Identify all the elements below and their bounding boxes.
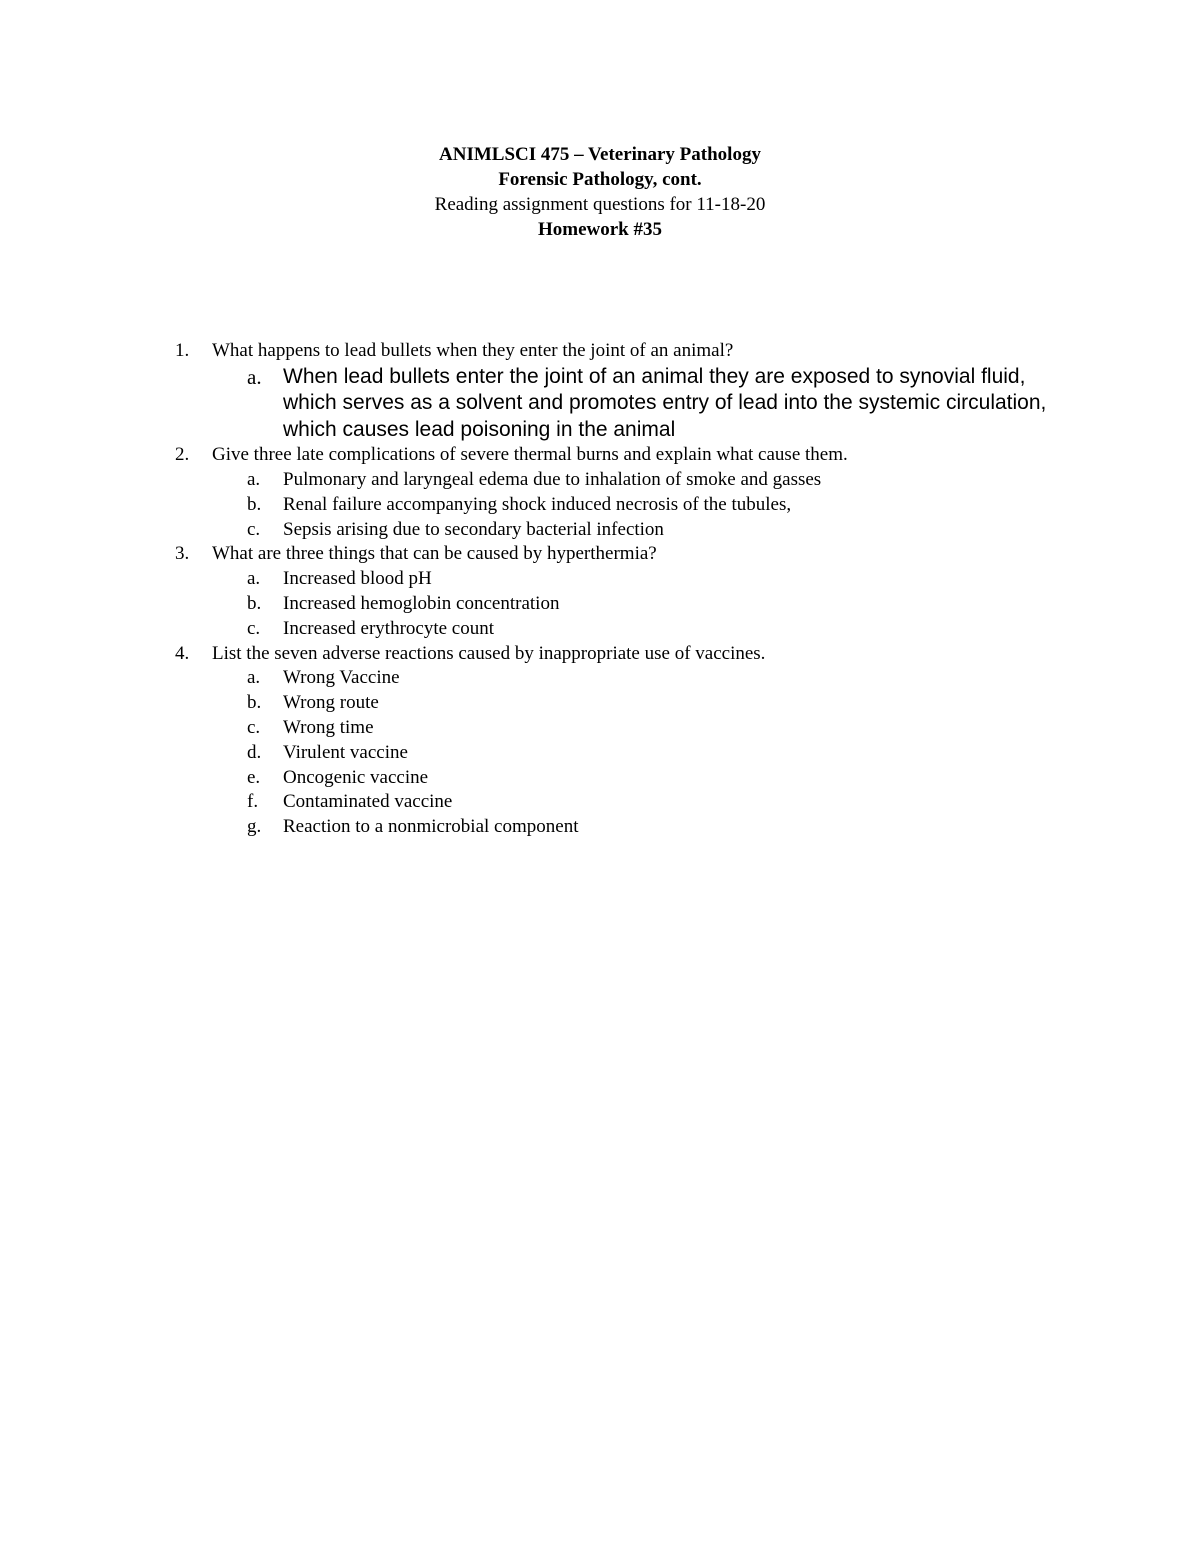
question-item <box>0 339 1200 364</box>
topic-title: Forensic Pathology, cont. <box>498 169 702 190</box>
answer-item <box>0 790 1200 815</box>
answer-text: Wrong Vaccine <box>283 667 400 689</box>
answer-text: Pulmonary and laryngeal edema due to inhalation of smoke and gasses <box>283 469 822 491</box>
document-header <box>0 142 1200 242</box>
answer-letter: b. <box>247 493 262 515</box>
answer-letter: c. <box>247 518 261 540</box>
answer-item <box>0 592 1200 617</box>
question-number: 2. <box>175 444 190 466</box>
answer-text: Wrong route <box>283 692 379 714</box>
answer-letter: c. <box>247 617 261 639</box>
answer-letter: b. <box>247 692 262 714</box>
answer-text: Increased erythrocyte count <box>283 617 495 639</box>
answer-item <box>0 518 1200 543</box>
question-item <box>0 542 1200 567</box>
answer-letter: d. <box>247 741 262 763</box>
answer-letter: b. <box>247 593 262 615</box>
reading-assignment-line: Reading assignment questions for 11-18-20 <box>434 194 766 215</box>
question-number: 3. <box>175 543 190 565</box>
question-text: Give three late complications of severe thermal burns and explain what cause them. <box>212 444 848 466</box>
answer-item <box>0 468 1200 493</box>
answer-letter: f. <box>247 791 259 813</box>
answer-text: Increased hemoglobin concentration <box>283 593 560 615</box>
answer-text <box>283 364 1073 444</box>
answer-letter: a. <box>247 469 261 491</box>
question-number: 1. <box>175 340 190 361</box>
answer-letter: a. <box>247 364 262 389</box>
question-text: List the seven adverse reactions caused by inappropriate use of vaccines. <box>212 642 766 664</box>
answer-text: Sepsis arising due to secondary bacterial infection <box>283 518 664 540</box>
answer-item <box>0 567 1200 592</box>
answer-item <box>0 741 1200 766</box>
homework-title: Homework #35 <box>537 219 662 240</box>
answer-item <box>0 691 1200 716</box>
question-text: What happens to lead bullets when they enter the joint of an animal? <box>212 340 734 361</box>
question-item <box>0 443 1200 468</box>
answer-letter: e. <box>247 766 261 788</box>
answer-letter: c. <box>247 717 261 739</box>
answer-item <box>0 666 1200 691</box>
answer-item <box>0 617 1200 642</box>
question-text: What are three things that can be caused by hyperthermia? <box>212 543 657 565</box>
answer-text: Renal failure accompanying shock induced necrosis of the tubules, <box>283 493 792 515</box>
answer-text-line: which serves as a solvent and promotes entry of lead into the systemic circulation, <box>283 391 1047 415</box>
answer-letter: g. <box>247 816 262 838</box>
answer-text: Reaction to a nonmicrobial component <box>283 816 579 838</box>
answer-item <box>0 815 1200 840</box>
answer-text-line: which causes lead poisoning in the animal <box>283 417 676 441</box>
answer-item <box>0 493 1200 518</box>
answer-text: Wrong time <box>283 717 374 739</box>
answer-text: Contaminated vaccine <box>283 791 453 813</box>
question-item <box>0 642 1200 667</box>
answer-letter: a. <box>247 568 261 590</box>
answer-text: Oncogenic vaccine <box>283 766 429 788</box>
answer-text: Virulent vaccine <box>283 741 408 763</box>
answer-item <box>0 716 1200 741</box>
question-number: 4. <box>175 642 190 664</box>
course-title: ANIMLSCI 475 – Veterinary Pathology <box>439 144 761 165</box>
answer-text-line: When lead bullets enter the joint of an animal they are exposed to synovial fluid, <box>283 364 1026 388</box>
question-list <box>0 339 1200 840</box>
answer-letter: a. <box>247 667 261 689</box>
answer-item <box>0 364 1200 444</box>
answer-item <box>0 766 1200 791</box>
answer-text: Increased blood pH <box>283 568 432 590</box>
